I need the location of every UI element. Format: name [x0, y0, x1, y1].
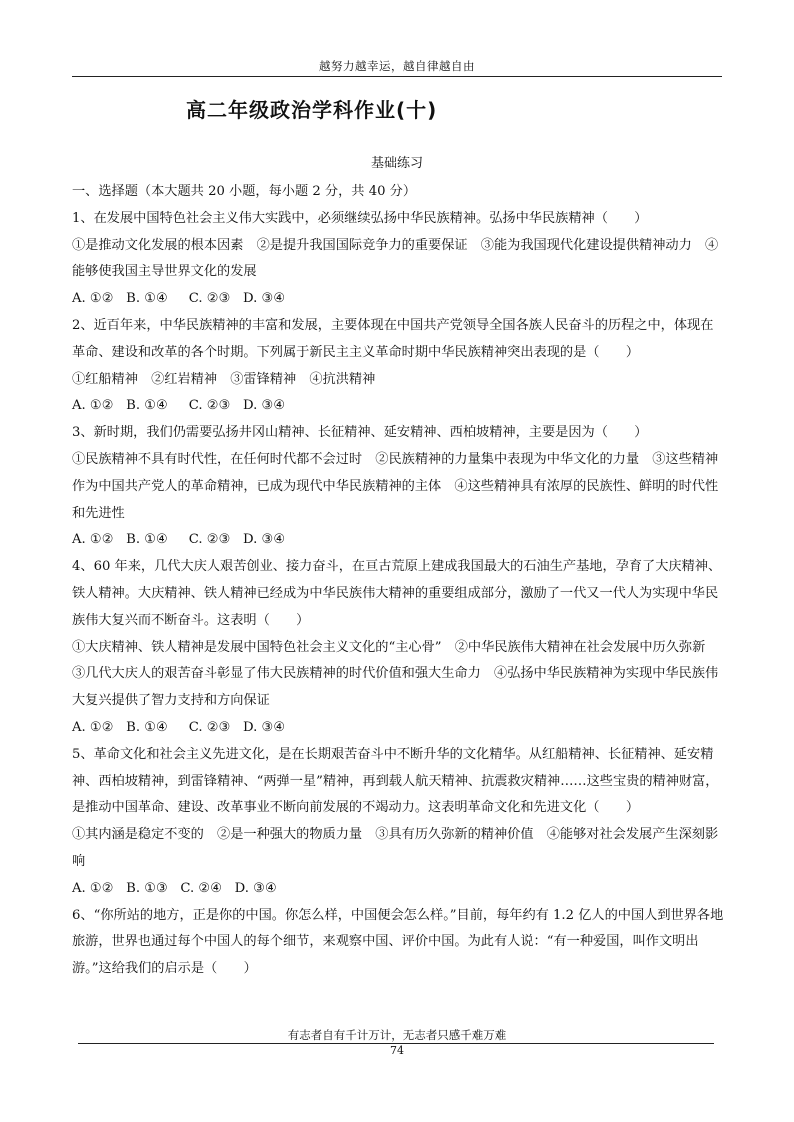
page-number: 74 — [390, 1044, 404, 1057]
question-5-stem: 5、革命文化和社会主义先进文化，是在长期艰苦奋斗中不断升华的文化精华。从红船精神、长征精神、延安精神、西柏坡精神，到雷锋精神、“两弹一星”精神，再到载人航天精神、抗震救灾精神……这些宝贵的精神财富，是推动中国革命、建设、改革事业不断向前发展的不竭动力。这表明革命文化和先进文化（ ） — [72, 746, 719, 816]
page-title: 高二年级政治学科作业(十) — [186, 98, 438, 122]
question-4-options: A. ①② B. ①④ C. ②③ D. ③④ — [72, 719, 286, 735]
question-4-stem: 4、60 年来，几代大庆人艰苦创业、接力奋斗，在亘古荒原上建成我国最大的石油生产基地，孕育了大庆精神、铁人精神。大庆精神、铁人精神已经成为中华民族伟大精神的重要组成部分，激励了一代又一代人为实现中华民族伟大复兴而不断奋斗。这表明（ ） — [72, 559, 722, 628]
section-heading: 基础练习 — [370, 156, 423, 171]
question-3-statements: ①民族精神不具有时代性，在任何时代都不会过时 ②民族精神的力量集中表现为中华文化的力量 ③这些精神作为中国共产党人的革命精神，已成为现代中华民族精神的主体 ④这些精神具有浓厚的民族性、鲜明的时代性和先进性 — [72, 451, 719, 521]
question-6-stem: 6、“你所站的地方，正是你的中国。你怎么样，中国便会怎么样。”目前，每年约有 1.2 亿人的中国人到世界各地旅游，世界也通过每个中国人的每个细节，来观察中国、评价中国。为此有人说：“有一种爱国，叫作文明出游。”这给我们的启示是（ ） — [72, 907, 724, 977]
footer-motto: 有志者自有千计万计，无志者只感千难万难 — [287, 1028, 507, 1042]
part-heading: 一、选择题（本大题共 20 小题，每小题 2 分，共 40 分） — [72, 184, 417, 199]
question-2-options: A. ①② B. ①④ C. ②③ D. ③④ — [72, 398, 286, 414]
question-2-stem: 2、近百年来，中华民族精神的丰富和发展，主要体现在中国共产党领导全国各族人民奋斗的历程之中，体现在革命、建设和改革的各个时期。下列属于新民主主义革命时期中华民族精神突出表现的是（ ） — [72, 317, 714, 360]
question-1-statements: ①是推动文化发展的根本因素 ②是提升我国国际竞争力的重要保证 ③能为我国现代化建设提供精神动力 ④能够使我国主导世界文化的发展 — [72, 237, 719, 280]
question-2-statements: ①红船精神 ②红岩精神 ③雷锋精神 ④抗洪精神 — [72, 371, 376, 387]
question-3-options: A. ①② B. ①④ C. ②③ D. ③④ — [72, 532, 286, 548]
question-3-stem: 3、新时期，我们仍需要弘扬井冈山精神、长征精神、延安精神、西柏坡精神，主要是因为（ ） — [72, 425, 648, 441]
question-1-options: A. ①② B. ①④ C. ②③ D. ③④ — [72, 291, 286, 307]
question-4-statements: ①大庆精神、铁人精神是发展中国特色社会主义文化的“主心骨” ②中华民族伟大精神在社会发展中历久弥新 ③几代大庆人的艰苦奋斗彰显了伟大民族精神的时代价值和强大生命力 ④弘扬中华民族精神为实现中华民族伟大复兴提供了智力支持和方向保证 — [72, 639, 719, 709]
question-5-statements: ①其内涵是稳定不变的 ②是一种强大的物质力量 ③具有历久弥新的精神价值 ④能够对社会发展产生深刻影响 — [72, 827, 719, 869]
question-1-stem: 1、在发展中国特色社会主义伟大实践中，必须继续弘扬中华民族精神。弘扬中华民族精神（ ） — [72, 210, 648, 226]
question-5-options: A. ①② B. ①③ C. ②④ D. ③④ — [72, 880, 277, 896]
header-motto: 越努力越幸运，越自律越自由 — [319, 59, 475, 73]
header-divider — [72, 76, 722, 77]
question-list — [72, 179, 726, 983]
